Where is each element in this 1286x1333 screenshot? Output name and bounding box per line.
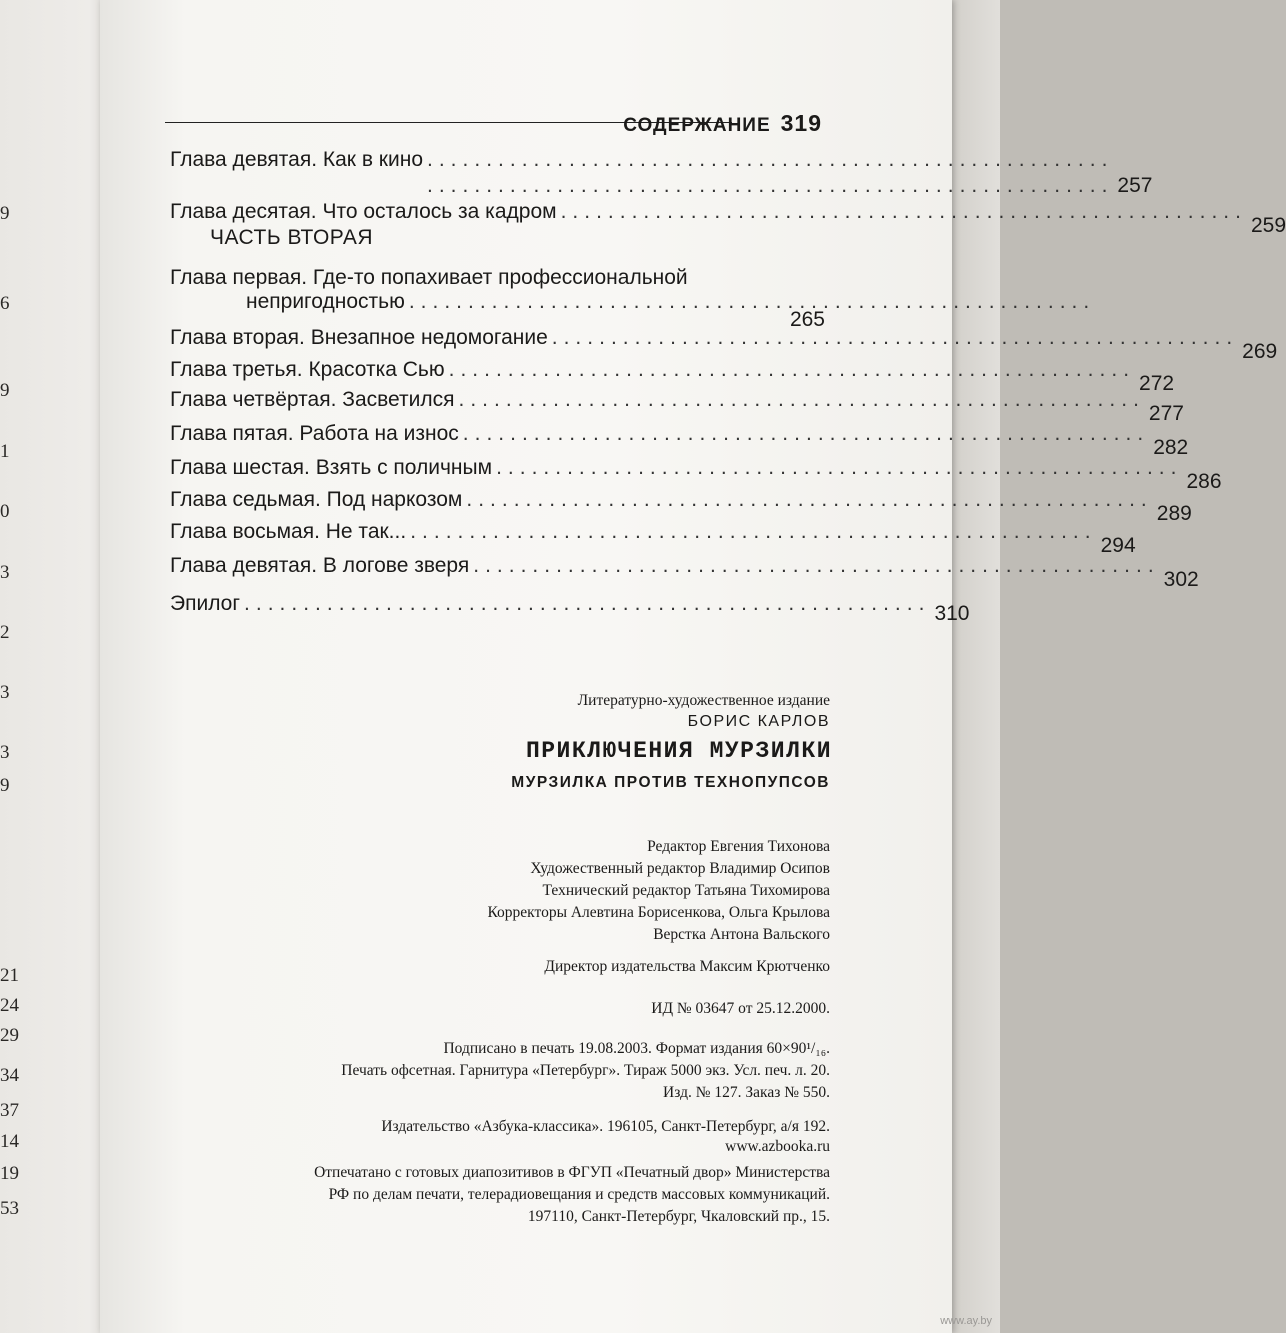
toc-entry-page: 257 [1117,174,1153,197]
toc-entry [170,456,1222,493]
toc-leader: .......................................................... [551,326,1239,349]
toc-entry [170,422,1189,459]
imprint-genre: Литературно-художественное издание [577,692,830,709]
toc-entry [170,388,1184,425]
toc-entry-page: 289 [1156,502,1192,525]
header-page-number: 319 [780,110,822,136]
toc-leader: .......................................................... [560,200,1247,223]
imprint-printed-line1: Отпечатано с готовых диапозитивов в ФГУП «Печатный двор» Министерства [314,1164,830,1181]
left-page-number: 19 [0,1163,19,1184]
imprint-author: БОРИС КАРЛОВ [687,713,830,730]
imprint-publisher: Издательство «Азбука-классика». 196105, Санкт-Петербург, а/я 192. [381,1118,830,1135]
imprint-printed-line2: РФ по делам печати, телерадиовещания и средств массовых коммуникаций. [328,1186,830,1203]
toc-entry-page: 302 [1163,568,1199,591]
imprint-correctors: Корректоры Алевтина Борисенкова, Ольга Крылова [487,904,830,921]
imprint-book-title: ПРИКЛЮЧЕНИЯ МУРЗИЛКИ [525,738,832,764]
left-page [0,0,112,1333]
watermark: www.ay.by [940,1315,992,1327]
toc-entry [170,358,1175,395]
left-page-number: 3 [0,682,10,703]
toc-entry-page: 272 [1139,372,1175,395]
imprint-director: Директор издательства Максим Крютченко [544,958,830,975]
toc-entry [170,520,1136,557]
imprint-print: Печать офсетная. Гарнитура «Петербург». Тираж 5000 экз. Усл. печ. л. 20. [341,1062,830,1079]
toc-entry-title: Глава восьмая. Не так... [170,520,407,543]
imprint-tech-editor: Технический редактор Татьяна Тихомирова [542,882,830,899]
imprint-order: Изд. № 127. Заказ № 550. [663,1084,830,1101]
toc-leader: .......................................................... [462,422,1150,445]
toc-entry-page: 294 [1100,534,1136,557]
toc-entry-title: Глава десятая. Что осталось за кадром [170,200,557,223]
imprint-website: www.azbooka.ru [725,1138,830,1155]
left-page-number: 37 [0,1100,19,1121]
toc-entry [170,592,970,625]
left-page-number: 3 [0,742,10,763]
header-section: СОДЕРЖАНИЕ [623,115,771,136]
toc-entry-title: Эпилог [170,592,241,615]
imprint-license: ИД № 03647 от 25.12.2000. [651,1000,830,1017]
running-header [165,108,822,138]
imprint-art-editor: Художественный редактор Владимир Осипов [530,860,830,877]
toc-entry-page: 282 [1153,436,1189,459]
toc-entry-page: 269 [1242,340,1278,363]
left-page-number: 29 [0,1025,19,1046]
toc-entry-title-line2: непригодностью [246,290,405,313]
toc-leader: .......................................................... [427,148,1114,171]
left-page-number: 21 [0,965,19,986]
left-page-number: 0 [0,501,10,522]
toc-leader: .......................................................... [410,520,1097,543]
left-page-number: 14 [0,1131,19,1152]
toc-entry-title: Глава третья. Красотка Сью [170,358,445,381]
left-page-number: 9 [0,203,10,224]
left-page-number: 9 [0,380,10,401]
toc-entry-page: 265 [789,308,825,331]
toc-entry [170,326,1278,363]
toc-entry-title: Глава четвёртая. Засветился [170,388,455,411]
header-title [623,110,822,137]
toc-leader: .......................................................... [496,456,1183,479]
toc-entry-page: 259 [1250,214,1286,237]
toc-entry-title-line1: Глава первая. Где-то попахивает профессиональной [170,266,688,289]
toc-entry-page: 277 [1148,402,1184,425]
toc-leader: .......................................................... [473,554,1160,577]
toc-leader: .......................................................... [408,290,1096,313]
left-page-number: 3 [0,562,10,583]
toc-entry [170,488,1192,525]
part-title: ЧАСТЬ ВТОРАЯ [210,226,374,249]
toc-entry [170,186,1286,237]
toc-entry-title: Глава девятая. В логове зверя [170,554,470,577]
left-page-number: 2 [0,622,10,643]
toc-entry-page: 286 [1186,470,1222,493]
imprint-signed: Подписано в печать 19.08.2003. Формат издания 60×90¹/₁₆. [443,1040,830,1057]
toc-entry [170,554,1199,591]
toc-entry-title: Глава девятая. Как в кино [170,148,424,171]
toc-entry-title: Глава шестая. Взять с поличным [170,456,493,479]
toc-leader: .......................................................... [244,592,931,615]
toc-leader: .......................................................... [448,358,1136,381]
left-page-number: 1 [0,441,10,462]
imprint-book-subtitle: МУРЗИЛКА ПРОТИВ ТЕХНОПУПСОВ [511,774,830,791]
imprint-printed-line3: 197110, Санкт-Петербург, Чкаловский пр., 15. [527,1208,830,1225]
toc-entry-title: Глава вторая. Внезапное недомогание [170,326,548,349]
left-page-number: 6 [0,293,10,314]
imprint-layout: Верстка Антона Вальского [653,926,830,943]
imprint-editor: Редактор Евгения Тихонова [647,838,830,855]
toc-entry-page: 310 [934,602,970,625]
left-page-number: 9 [0,775,10,796]
toc-entry-title: Глава пятая. Работа на износ [170,422,459,445]
left-page-number: 34 [0,1065,19,1086]
toc-leader: .......................................................... [466,488,1153,511]
toc-leader: .......................................................... [427,174,1114,197]
toc-entry-title: Глава седьмая. Под наркозом [170,488,463,511]
left-page-number: 53 [0,1198,19,1219]
toc-leader: .......................................................... [458,388,1145,411]
left-page-number: 24 [0,995,19,1016]
